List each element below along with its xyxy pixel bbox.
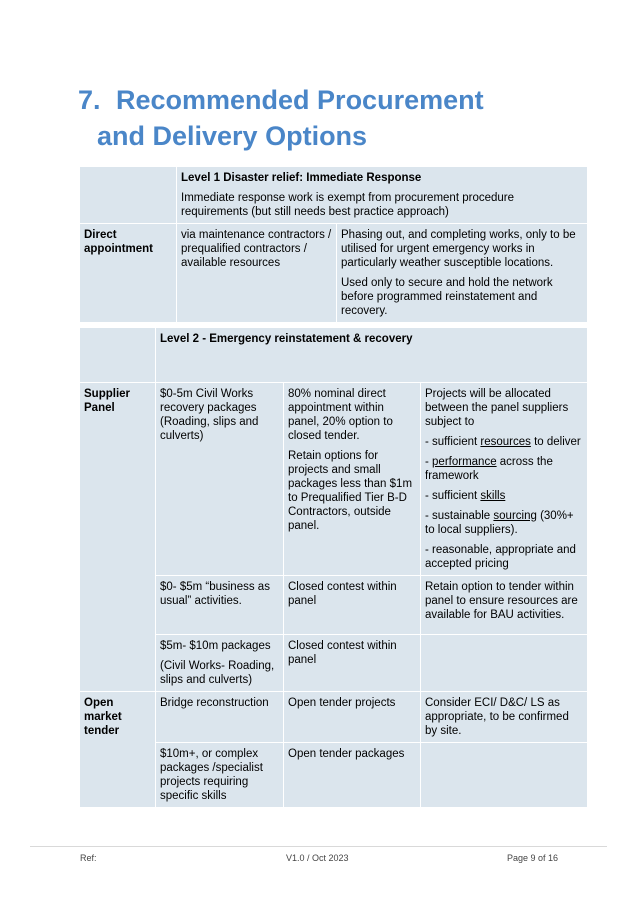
table-row xyxy=(80,167,588,224)
allocation-criteria xyxy=(421,743,588,808)
package-description: $0- $5m “business as usual” activities. xyxy=(156,576,284,635)
procurement-method: Closed contest within panel xyxy=(284,576,421,635)
package-description: $10m+, or complex packages /specialist projects requiring specific skills xyxy=(156,743,284,808)
level-2-title: Level 2 - Emergency reinstatement & recovery xyxy=(160,333,413,345)
footer-page-number: Page 9 of 16 xyxy=(507,853,559,863)
direct-appointment-sources: via maintenance contractors / prequalified contractors / available resources xyxy=(177,224,337,323)
method-paragraph: 80% nominal direct appointment within panel, 20% option to closed tender. xyxy=(288,388,393,442)
row-label-direct-appointment: Direct appointment xyxy=(80,224,177,323)
table-row xyxy=(80,692,588,743)
allocation-criteria xyxy=(421,635,588,692)
footer-ref: Ref: xyxy=(80,853,97,863)
page-title xyxy=(78,82,598,154)
empty-header-cell xyxy=(80,167,177,224)
criteria-intro: Projects will be allocated between the panel suppliers subject to xyxy=(425,388,569,428)
direct-appointment-notes xyxy=(337,224,588,323)
note-paragraph: Used only to secure and hold the network before programmed reinstatement and recovery. xyxy=(341,277,553,317)
criteria-item: - reasonable, appropriate and accepted pricing xyxy=(425,544,576,570)
package-paragraph: (Civil Works- Roading, slips and culverts) xyxy=(160,660,275,686)
section-number: 7. xyxy=(78,85,101,115)
procurement-method: Open tender packages xyxy=(284,743,421,808)
package-description: $0-5m Civil Works recovery packages (Roading, slips and culverts) xyxy=(156,383,284,576)
note-paragraph: Phasing out, and completing works, only to be utilised for urgent emergency works in particularly weather susceptible locations. xyxy=(341,229,576,269)
title-line-1: Recommended Procurement xyxy=(116,85,484,115)
criteria-item: - sufficient resources to deliver xyxy=(425,436,581,448)
level-1-title: Level 1 Disaster relief: Immediate Response xyxy=(181,172,422,184)
allocation-criteria xyxy=(421,383,588,576)
package-description: Bridge reconstruction xyxy=(156,692,284,743)
procurement-method: Closed contest within panel xyxy=(284,635,421,692)
procurement-method: Open tender projects xyxy=(284,692,421,743)
row-label-supplier-panel: Supplier Panel xyxy=(80,383,156,692)
row-label-open-market-tender: Open market tender xyxy=(80,692,156,808)
level-2-table xyxy=(79,327,588,808)
footer-divider xyxy=(30,846,607,847)
package-description xyxy=(156,635,284,692)
table-row xyxy=(80,743,588,808)
footer-version: V1.0 / Oct 2023 xyxy=(286,853,349,863)
table-row xyxy=(80,576,588,635)
table-row xyxy=(80,328,588,383)
table-row xyxy=(80,224,588,323)
level-1-note: Immediate response work is exempt from procurement procedure requirements (but still needs best practice approach) xyxy=(181,192,515,218)
method-paragraph: Retain options for projects and small packages less than $1m to Prequalified Tier B-D Contractors, outside panel. xyxy=(288,450,413,532)
table-row xyxy=(80,635,588,692)
criteria-item: - sustainable sourcing (30%+ to local suppliers). xyxy=(425,510,574,536)
criteria-item: - sufficient skills xyxy=(425,490,506,502)
level-1-header xyxy=(177,167,588,224)
criteria-item: - performance across the framework xyxy=(425,456,553,482)
package-paragraph: $5m- $10m packages xyxy=(160,640,271,652)
title-line-2: and Delivery Options xyxy=(97,121,368,151)
procurement-method xyxy=(284,383,421,576)
level-1-table xyxy=(79,166,588,323)
allocation-criteria: Consider ECI/ D&C/ LS as appropriate, to be confirmed by site. xyxy=(421,692,588,743)
level-2-header xyxy=(156,328,588,383)
allocation-criteria: Retain option to tender within panel to ensure resources are available for BAU activities. xyxy=(421,576,588,635)
table-row xyxy=(80,383,588,576)
empty-header-cell xyxy=(80,328,156,383)
